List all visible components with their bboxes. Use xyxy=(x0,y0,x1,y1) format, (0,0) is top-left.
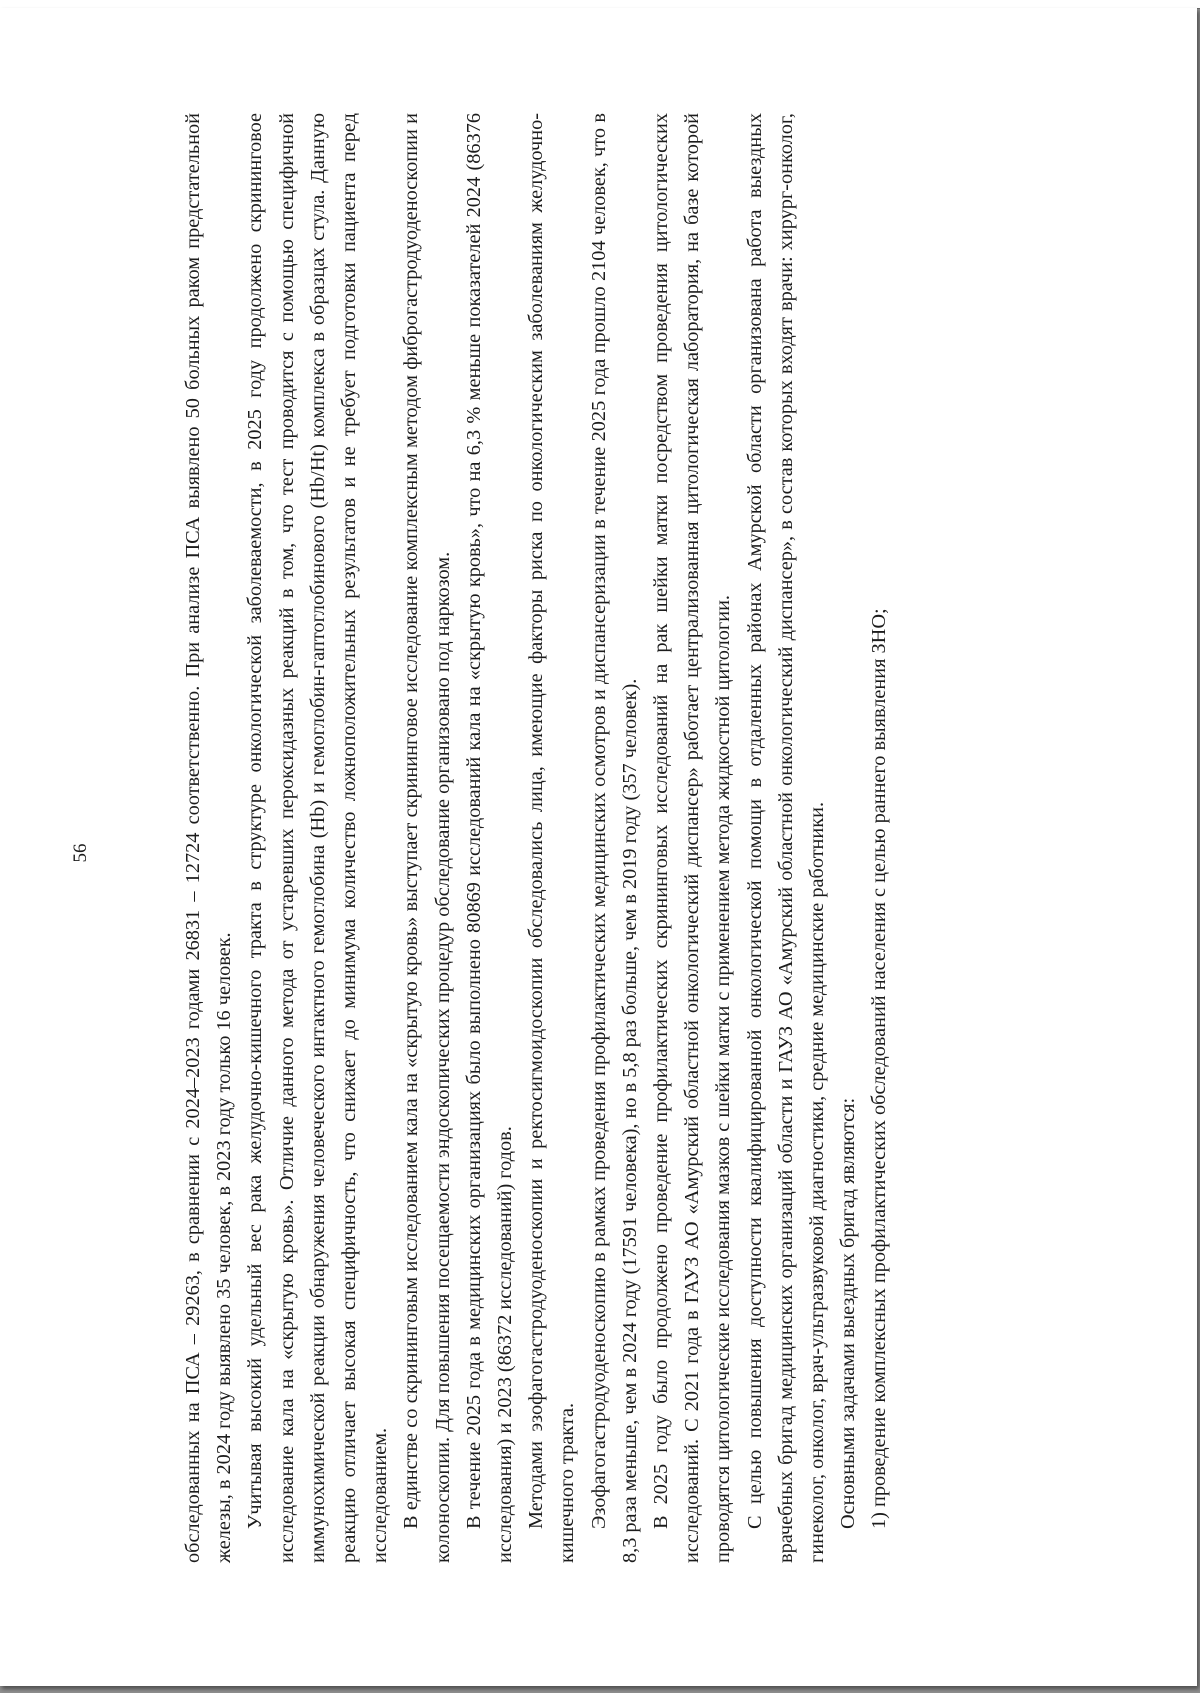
paragraph-7: В 2025 году было продолжено проведение профилактических скрининговых исследований на рак шейки матки посредством проведения цитологических исследований. С 2021 года в ГАУЗ АО «Амурский областной онкологический диспансер» работает централизованная цитологическая лаборатория, на базе которой проводятся цитологические исследования мазков с шейки матки с применением метода жидкостной цитологии. xyxy=(650,113,735,1563)
paragraph-9: Основными задачами выездных бригад являются: xyxy=(837,1097,860,1529)
body-text xyxy=(178,113,896,1563)
document-page xyxy=(0,8,1197,1686)
paragraph-2: Учитывая высокий удельный вес рака желудочно-кишечного тракта в структуре онкологической заболеваемости, в 2025 году продолжено скрининговое исследование кала на «скрытую кровь». Отличие данного метода от устаревших пероксидазных реакций в том, что тест проводится с помощью специфичной иммунохимической реакции обнаружения человеческого интактного гемоглобина (Hb) и гемоглобин-гаптоглобинового (Hb/Ht) комплекса в образцах стула. Данную реакцию отличает высокая специфичность, что снижает до минимума количество ложноположительных результатов и не требует подготовки пациента перед исследованием. xyxy=(244,113,392,1563)
paragraph-5: Методами эзофагогастродуоденоскопии и ректосигмоидоскопии обследовались лица, имеющие факторы риска по онкологическим заболеваниям желудочно-кишечного тракта. xyxy=(525,113,579,1563)
rotated-content xyxy=(70,73,1100,1633)
paragraph-6: Эзофагогастродуоденоскопию в рамках проведения профилактических медицинских осмотров и диспансеризации в течение 2025 года прошло 2104 человек, что в 8,3 раза меньше, чем в 2024 году (17591 человека), но в 5,8 раз больше, чем в 2019 году (357 человек). xyxy=(587,113,641,1563)
paragraph-10: 1) проведение комплексных профилактических обследований населения с целью раннего выявления ЗНО; xyxy=(868,608,891,1529)
paragraph-1: обследованных на ПСА – 29263, в сравнении с 2024–2023 годами 26831 – 12724 соответственно. При анализе ПСА выявлено 50 больных раком предстательной железы, в 2024 году выявлено 35 человек, в 2023 году только 16 человек. xyxy=(182,113,236,1563)
paragraph-3: В единстве со скрининговым исследованием кала на «скрытую кровь» выступает скрининговое исследование комплексным методом фиброгастродуоденоскопии и колоноскопии. Для повышения посещаемости эндоскопических процедур обследование организовано под наркозом. xyxy=(400,113,454,1563)
paragraph-4: В течение 2025 года в медицинских организациях было выполнено 80869 исследований кала на «скрытую кровь», что на 6,3 % меньше показателей 2024 (86376 исследования) и 2023 (86372 исследований) годов. xyxy=(462,113,517,1563)
page-number: 56 xyxy=(70,843,91,863)
paragraph-8: С целью повышения доступности квалифицированной онкологической помощи в отдаленных районах Амурской области организована работа выездных врачебных бригад медицинских организаций области и ГАУЗ АО «Амурский областной онкологический диспансер», в состав которых входят врачи: хирург-онколог, гинеколог, онколог, врач-ультразвуковой диагностики, средние медицинские работники. xyxy=(743,113,829,1563)
